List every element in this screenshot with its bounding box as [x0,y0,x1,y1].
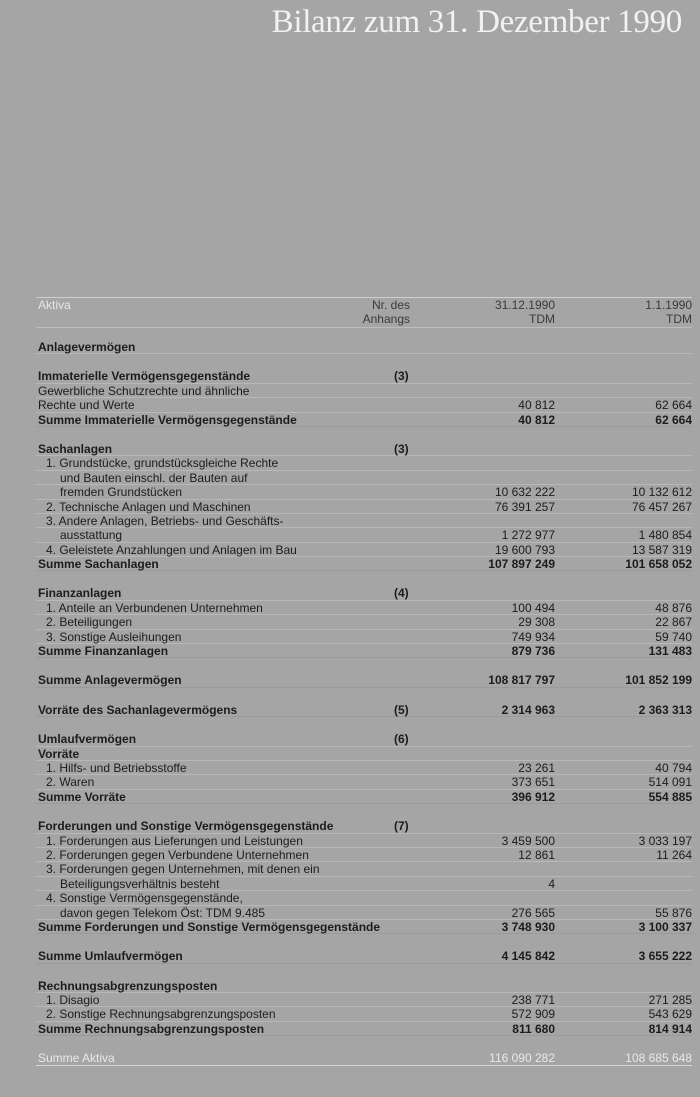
row-label: 1. Grundstücke, grundstücksgleiche Rechte [46,456,279,471]
table-row [36,340,692,354]
row-value-1990-12-31: 108 817 797 [488,673,555,688]
row-value-1990-01-01: 59 740 [655,629,692,644]
row-value-1990-01-01: 48 876 [655,600,692,615]
table-row [36,615,692,629]
table-row [36,1051,692,1065]
row-label: 3. Andere Anlagen, Betriebs- und Geschäfts- [46,513,284,528]
row-value-1990-12-31: 107 897 249 [488,557,555,572]
row-value-1990-12-31: 572 909 [511,1007,555,1022]
row-value-1990-01-01: 3 100 337 [638,919,692,934]
table-row [36,747,692,761]
row-label: Gewerbliche Schutzrechte und ähnliche [38,383,250,398]
table-row [36,471,692,485]
table-row [36,673,692,687]
row-spacer [36,427,692,442]
row-label: Sachanlagen [38,441,113,456]
row-spacer [36,658,692,673]
row-value-1990-01-01: 11 264 [656,847,692,862]
row-spacer [36,934,692,949]
row-value-1990-01-01: 101 852 199 [625,673,692,688]
col2-header-unit: TDM [666,312,692,326]
row-value-1990-01-01: 131 483 [648,644,692,659]
row-value-1990-12-31: 4 [548,876,555,891]
table-row [36,413,692,427]
col1-header-date: 31.12.1990 [494,298,555,312]
row-value-1990-12-31: 276 565 [511,905,555,920]
table-row [36,630,692,644]
row-value-1990-12-31: 396 912 [511,789,555,804]
row-label: Summe Finanzanlagen [38,644,169,659]
table-row [36,456,692,470]
row-label: 2. Waren [46,775,95,790]
note-column-header-line1: Nr. des [371,298,410,312]
row-value-1990-12-31: 116 090 282 [489,1051,555,1066]
row-value-1990-12-31: 879 736 [511,644,555,659]
row-note-ref: (4) [394,586,409,601]
row-value-1990-01-01: 271 285 [648,993,692,1008]
row-spacer [36,804,692,819]
row-label: 1. Disagio [46,993,100,1008]
table-header [36,297,692,327]
page-title: Bilanz zum 31. Dezember 1990 [271,4,682,40]
table-row [36,528,692,542]
header-bottom-rule [36,327,692,328]
row-value-1990-12-31: 100 494 [511,600,555,615]
row-label: Umlaufvermögen [38,732,137,747]
row-value-1990-01-01: 13 587 319 [631,542,692,557]
row-label: 3. Sonstige Ausleihungen [46,629,182,644]
table-row [36,557,692,571]
table-row [36,601,692,615]
row-spacer [36,1036,692,1051]
table-row [36,761,692,775]
section-label: Aktiva [38,298,71,312]
row-label: 1. Forderungen aus Lieferungen und Leistungen [46,833,303,848]
row-label: Vorräte des Sachanlagevermögens [38,702,238,717]
row-value-1990-01-01: 543 629 [648,1007,692,1022]
row-value-1990-12-31: 1 272 977 [501,528,555,543]
table-row [36,586,692,600]
table-row [36,848,692,862]
row-value-1990-12-31: 12 861 [518,847,555,862]
row-value-1990-12-31: 29 308 [518,615,555,630]
row-label: Rechnungsabgrenzungsposten [38,978,218,993]
row-label: fremden Grundstücken [60,485,183,500]
row-value-1990-12-31: 19 600 793 [494,542,555,557]
row-label: 4. Sonstige Vermögensgegenstände, [46,891,243,906]
row-value-1990-01-01: 3 033 197 [638,833,692,848]
row-label: 2. Beteiligungen [46,615,133,630]
table-row [36,369,692,383]
row-label: Summe Vorräte [38,789,126,804]
col2-header [592,298,692,326]
col1-header-unit: TDM [529,312,555,326]
row-value-1990-12-31: 23 261 [518,760,555,775]
table-row [36,862,692,876]
row-note-ref: (3) [394,441,409,456]
table-row [36,906,692,920]
row-value-1990-12-31: 238 771 [511,993,555,1008]
row-note-ref: (6) [394,732,409,747]
row-label: Finanzanlagen [38,586,122,601]
row-note-ref: (3) [394,369,409,384]
table-row [36,732,692,746]
table-row [36,514,692,528]
row-label: 2. Technische Anlagen und Maschinen [46,499,251,514]
row-value-1990-01-01: 22 867 [655,615,692,630]
row-value-1990-12-31: 40 812 [518,412,555,427]
table-row [36,790,692,804]
row-value-1990-12-31: 3 459 500 [501,833,555,848]
table-row [36,819,692,833]
row-value-1990-12-31: 749 934 [511,629,555,644]
row-value-1990-01-01: 1 480 854 [638,528,692,543]
table-row [36,920,692,934]
row-label: Summe Forderungen und Sonstige Vermögensgegenstände [38,919,381,934]
table-row [36,877,692,891]
table-row [36,398,692,412]
row-value-1990-12-31: 811 680 [512,1021,555,1036]
row-value-1990-01-01: 101 658 052 [625,557,692,572]
table-row [36,993,692,1007]
col2-header-date: 1.1.1990 [645,298,692,312]
row-value-1990-01-01: 62 664 [655,398,692,413]
row-value-1990-12-31: 2 314 963 [501,702,555,717]
table-row [36,949,692,963]
table-row [36,485,692,499]
table-row [36,500,692,514]
row-value-1990-01-01: 514 091 [648,775,692,790]
row-label: Forderungen und Sonstige Vermögensgegenstände [38,819,334,834]
row-label: Summe Sachanlagen [38,557,159,572]
row-label: davon gegen Telekom Öst: TDM 9.485 [60,905,266,920]
row-value-1990-01-01: 3 655 222 [638,949,692,964]
row-label: 3. Forderungen gegen Unternehmen, mit denen ein [46,862,320,877]
row-spacer [36,354,692,369]
row-value-1990-01-01: 76 457 267 [631,499,692,514]
row-value-1990-12-31: 4 145 842 [501,949,555,964]
row-label: Summe Rechnungsabgrenzungsposten [38,1021,265,1036]
row-value-1990-01-01: 40 794 [655,760,692,775]
note-column-header [310,298,410,326]
row-value-1990-12-31: 76 391 257 [494,499,555,514]
row-label: und Bauten einschl. der Bauten auf [60,470,248,485]
row-value-1990-01-01: 554 885 [648,789,692,804]
row-value-1990-12-31: 373 651 [511,775,555,790]
row-label: 2. Sonstige Rechnungsabgrenzungsposten [46,1007,276,1022]
row-label: 4. Geleistete Anzahlungen und Anlagen im Bau [46,542,297,557]
table-row [36,442,692,456]
table-row [36,979,692,993]
row-value-1990-12-31: 40 812 [518,398,555,413]
row-note-ref: (7) [394,819,409,834]
row-spacer [36,688,692,703]
row-value-1990-12-31: 10 632 222 [494,485,555,500]
row-label: 1. Anteile an Verbundenen Unternehmen [46,600,263,615]
note-column-header-line2: Anhangs [362,312,410,326]
row-label: Summe Anlagevermögen [38,673,182,688]
table-row [36,703,692,717]
row-value-1990-01-01: 55 876 [655,905,692,920]
table-row [36,834,692,848]
table-row [36,775,692,789]
row-spacer [36,964,692,979]
row-value-1990-01-01: 108 685 648 [625,1051,692,1066]
table-row [36,543,692,557]
row-value-1990-01-01: 62 664 [655,412,692,427]
table-row [36,384,692,398]
table-row [36,891,692,905]
row-value-1990-01-01: 2 363 313 [638,702,692,717]
table-row [36,1022,692,1036]
row-label: ausstattung [60,528,123,543]
row-label: 1. Hilfs- und Betriebsstoffe [46,760,187,775]
col1-header [455,298,555,326]
row-label: 2. Forderungen gegen Verbundene Unternehmen [46,847,309,862]
balance-sheet-table [36,340,692,1066]
row-label: Summe Immaterielle Vermögensgegenstände [38,412,297,427]
row-label: Vorräte [38,746,80,761]
row-spacer [36,717,692,732]
row-label: Immaterielle Vermögensgegenstände [38,369,251,384]
row-spacer [36,571,692,586]
row-value-1990-01-01: 10 132 612 [631,485,692,500]
row-note-ref: (5) [394,702,409,717]
row-label: Anlagevermögen [38,340,136,354]
row-label: Beteiligungsverhältnis besteht [60,876,220,891]
row-label: Summe Aktiva [38,1051,115,1066]
table-row [36,644,692,658]
table-row [36,1007,692,1021]
row-value-1990-12-31: 3 748 930 [501,919,555,934]
row-label: Rechte und Werte [38,398,135,413]
row-label: Summe Umlaufvermögen [38,949,183,964]
row-value-1990-01-01: 814 914 [648,1021,692,1036]
